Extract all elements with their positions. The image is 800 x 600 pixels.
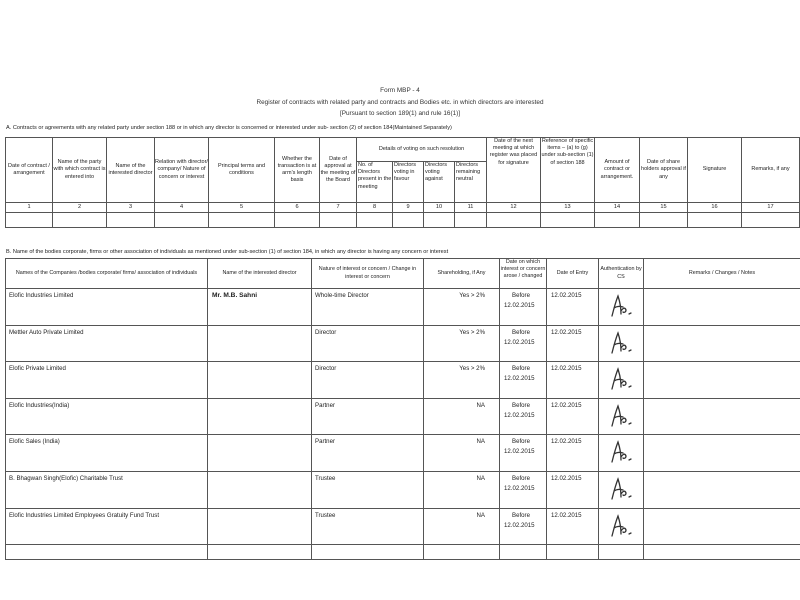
company-name: Elofic Sales (India) [6,435,208,472]
date-value: 12.02.2015 [504,302,535,309]
col-number: 1 [6,203,53,213]
col-interested-director: Name of the interested director [107,138,155,203]
company-name: Elofic Industries Limited [6,289,208,326]
date-before-label: Before [512,401,530,409]
date-value: 12.02.2015 [504,484,535,492]
col-approval-date: Date of approval at the meeting of the Board [320,138,357,203]
nature-of-interest: Trustee [312,508,424,545]
director-name [208,362,312,399]
shareholding-value: NA [424,398,500,435]
date-interest-arose [500,289,547,326]
signature-icon [609,439,633,465]
blank-row [6,545,800,560]
col-relation: Relation with director/ company/ Nature of concern or interest [155,138,209,203]
date-before-label: Before [512,438,530,446]
date-of-entry: 12.02.2015 [547,435,599,472]
date-interest-arose [500,325,547,362]
col-in-favour: Directors voting in favour [393,162,424,203]
director-name [208,435,312,472]
authentication-cell [599,435,644,472]
nature-of-interest: Director [312,325,424,362]
col-date-of-contract: Date of contract / arrangement [6,138,53,203]
table-row [6,435,800,472]
interests-table [5,258,800,560]
col-principal-terms: Principal terms and conditions [209,138,275,203]
remarks-cell [644,508,800,545]
date-of-entry: 12.02.2015 [547,398,599,435]
col-no-present: No. of Directors present in the meeting [357,162,393,203]
col-amount: Amount of contract or arrangement. [595,138,640,203]
date-interest-arose [500,471,547,508]
col-party-name: Name of the party with which contract is entered into [53,138,107,203]
remarks-cell [644,325,800,362]
col-number: 3 [107,203,155,213]
company-name: Elofic Private Limited [6,362,208,399]
date-of-entry: 12.02.2015 [547,289,599,326]
col-director: Name of the interested director [208,259,312,289]
col-number: 5 [209,203,275,213]
col-number: 16 [688,203,742,213]
blank-row [6,213,800,228]
col-number: 15 [640,203,688,213]
authentication-cell [599,471,644,508]
shareholding-value: Yes > 2% [424,289,500,326]
nature-of-interest: Partner [312,398,424,435]
col-number: 13 [541,203,595,213]
signature-icon [609,403,633,429]
shareholding-value: Yes > 2% [424,325,500,362]
col-number: 12 [487,203,541,213]
col-number: 4 [155,203,209,213]
company-name: Mettler Auto Private Limited [6,325,208,362]
col-date-entry: Date of Entry [547,259,599,289]
date-interest-arose [500,398,547,435]
col-share-holders-date: Date of share holders approval if any [640,138,688,203]
date-before-label: Before [512,292,530,299]
table-row [6,362,800,399]
date-before-label: Before [512,474,530,482]
pursuant-note: [Pursuant to section 189(1) and rule 16(1)] [339,110,461,117]
col-authentication: Authentication by CS [599,259,644,289]
nature-of-interest: Trustee [312,471,424,508]
table-row [6,508,800,545]
remarks-cell [644,289,800,326]
col-number: 9 [393,203,424,213]
shareholding-value: Yes > 2% [424,362,500,399]
shareholding-value: NA [424,435,500,472]
register-subtitle: Register of contracts with related party and contracts and Bodies etc. in which directors are interested [256,99,544,106]
date-value: 12.02.2015 [504,338,535,346]
authentication-cell [599,362,644,399]
director-name [208,325,312,362]
shareholding-value: NA [424,508,500,545]
col-reference: Reference of specific items – (a) to (g) under sub-section (1) of section 188 [541,138,595,203]
col-voting-details: Details of voting on such resolution [357,138,487,162]
section-b-title: B. Name of the bodies corporate, firms or other association of individuals as mentioned under sub-section (1) of section 184, in which any director is having any concern or interest [6,249,449,255]
section-a-title: A. Contracts or agreements with any related party under section 188 or in which any director is concerned or interested under sub- section (2) of section 184(Maintained Separately) [6,125,452,131]
table-row [6,289,800,326]
authentication-cell [599,508,644,545]
date-of-entry: 12.02.2015 [547,362,599,399]
date-before-label: Before [512,511,530,519]
col-next-meeting: Date of the next meeting at which register was placed for signature [487,138,541,203]
signature-icon [609,513,633,539]
date-value: 12.02.2015 [504,521,535,529]
col-number: 7 [320,203,357,213]
shareholding-value: NA [424,471,500,508]
col-number: 11 [455,203,487,213]
table-row [6,398,800,435]
table-row [6,325,800,362]
company-name: B. Bhagwan Singh(Elofic) Charitable Trust [6,471,208,508]
company-name: Elofic Industries Limited Employees Gratuity Fund Trust [6,508,208,545]
remarks-cell [644,435,800,472]
date-before-label: Before [512,365,530,373]
col-signature: Signature [688,138,742,203]
col-against: Directors voting against [424,162,455,203]
authentication-cell [599,289,644,326]
director-name [208,508,312,545]
date-of-entry: 12.02.2015 [547,508,599,545]
date-of-entry: 12.02.2015 [547,471,599,508]
col-number: 10 [424,203,455,213]
date-interest-arose [500,508,547,545]
nature-of-interest: Director [312,362,424,399]
col-arms-length: Whether the transaction is at arm's length basis [275,138,320,203]
col-nature: Nature of interest or concern / Change in interest or concern [312,259,424,289]
date-value: 12.02.2015 [504,411,535,419]
signature-icon [609,293,633,319]
date-value: 12.02.2015 [504,375,535,383]
authentication-cell [599,325,644,362]
date-value: 12.02.2015 [504,448,535,456]
director-name [208,398,312,435]
date-interest-arose [500,362,547,399]
company-name: Elofic Industries(India) [6,398,208,435]
remarks-cell [644,398,800,435]
col-number: 8 [357,203,393,213]
col-number: 6 [275,203,320,213]
nature-of-interest: Whole-time Director [312,289,424,326]
col-neutral: Directors remaining neutral [455,162,487,203]
col-number: 14 [595,203,640,213]
signature-icon [609,476,633,502]
col-remarks: Remarks, if any [742,138,800,203]
signature-icon [609,330,633,356]
director-name [208,471,312,508]
signature-icon [609,366,633,392]
date-before-label: Before [512,328,530,336]
col-remarks-b: Remarks / Changes / Notes [644,259,800,289]
date-interest-arose [500,435,547,472]
form-title: Form MBP - 4 [380,87,420,94]
date-of-entry: 12.02.2015 [547,325,599,362]
remarks-cell [644,362,800,399]
col-date-interest: Date on which interest or concern arose / changed [500,259,547,289]
nature-of-interest: Partner [312,435,424,472]
col-company: Names of the Companies /bodies corporate/ firms/ association of individuals [6,259,208,289]
table-row [6,471,800,508]
col-shareholding: Shareholding, if Any [424,259,500,289]
col-number: 17 [742,203,800,213]
director-name: Mr. M.B. Sahni [208,289,312,326]
remarks-cell [644,471,800,508]
authentication-cell [599,398,644,435]
contracts-table [5,137,800,228]
col-number: 2 [53,203,107,213]
